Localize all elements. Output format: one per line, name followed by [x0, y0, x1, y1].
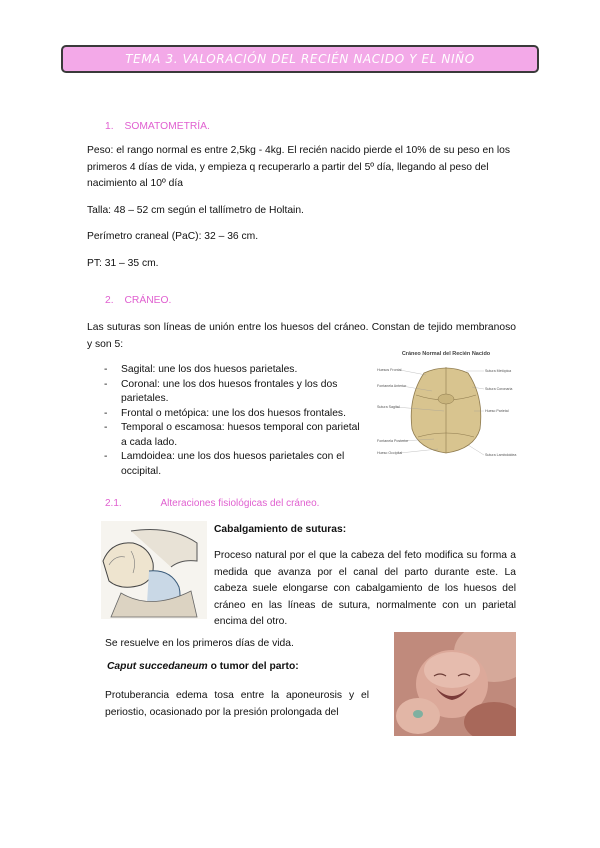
figure-label: Fontanela Posterior [377, 439, 409, 443]
figure-label: Sutura Lambdoidea [485, 453, 517, 457]
section-number: 2. [105, 295, 114, 306]
suturas-intro: Las suturas son líneas de unión entre los huesos del cráneo. Constan de tejido membranoso y son 5: [87, 322, 516, 350]
list-item: - Temporal o escamosa: huesos temporal con parietal a cada lado. [104, 422, 360, 448]
newborn-drawing [394, 632, 516, 736]
section-2-1-heading [105, 498, 319, 509]
section-title: CRÁNEO. [124, 295, 172, 306]
caput-term: Caput succedaneum [107, 661, 208, 672]
resuelve-paragraph: Se resuelve en los primeros días de vida. [105, 638, 294, 649]
cabalgamiento-heading: Cabalgamiento de suturas: [214, 524, 347, 535]
peso-paragraph: Peso: el rango normal es entre 2,5kg - 4kg. El recién nacido pierde el 10% de su peso en los primeros 4 días de vida, y empieza q recuperarlo a partir del 5º día, llegando al peso del nacimiento al 10º día [87, 145, 510, 189]
section-title: Alteraciones fisiológicas del cráneo. [160, 498, 320, 509]
figure-label: Huesos Frontal [377, 368, 402, 372]
figure-label: Hueso Occipital [377, 451, 403, 455]
caput-paragraph: Protuberancia edema tosa entre la aponeurosis y el periostio, ocasionado por la presión prolongada del [105, 690, 369, 718]
list-item: - Lamdoidea: une los dos huesos parietales con el occipital. [104, 451, 345, 477]
skull-figure [374, 349, 518, 465]
figure-label: Sutura Coronaria [485, 387, 513, 391]
figure-label: Hueso Parietal [485, 409, 509, 413]
list-item: - Frontal o metópica: une los dos huesos frontales. [104, 407, 346, 419]
suturas-list [104, 363, 366, 479]
newborn-photo [394, 632, 516, 736]
list-item: - Coronal: une los dos huesos frontales y los dos parietales. [104, 378, 338, 404]
figure-title: Cráneo Normal del Recién Nacido [401, 351, 491, 357]
birth-canal-illustration [101, 521, 207, 619]
list-item: - Sagital: une los dos huesos parietales. [104, 364, 298, 375]
figure-label: Sutura Metópica [485, 369, 512, 373]
caput-heading [107, 661, 299, 672]
section-title: SOMATOMETRÍA. [124, 121, 210, 132]
talla-paragraph: Talla: 48 – 52 cm según el tallímetro de Holtain. [87, 205, 304, 216]
page-title-banner [61, 45, 539, 73]
caput-heading-rest: o tumor del parto: [207, 661, 299, 672]
section-1-heading [105, 121, 210, 132]
cabalgamiento-paragraph: Proceso natural por el que la cabeza del feto modifica su forma a medida que avanza por el canal del parto durante este. La cabeza suele elongarse con cabalgamiento de los huesos del cráneo en las líneas de sutura, normalmente con un parietal encima del otro. [214, 550, 516, 627]
section-2-heading [105, 295, 171, 306]
perimetro-toracico-paragraph: PT: 31 – 35 cm. [87, 258, 159, 269]
figure-label: Fontanela Anterior [377, 384, 407, 388]
figure-label: Sutura Sagital [377, 405, 400, 409]
perimetro-craneal-paragraph: Perímetro craneal (PaC): 32 – 36 cm. [87, 231, 259, 242]
section-number: 2.1. [105, 498, 122, 509]
birth-canal-drawing [101, 521, 207, 619]
page-title: TEMA 3. VALORACIÓN DEL RECIÉN NACIDO Y EL NIÑO [125, 52, 475, 66]
section-number: 1. [105, 121, 114, 132]
